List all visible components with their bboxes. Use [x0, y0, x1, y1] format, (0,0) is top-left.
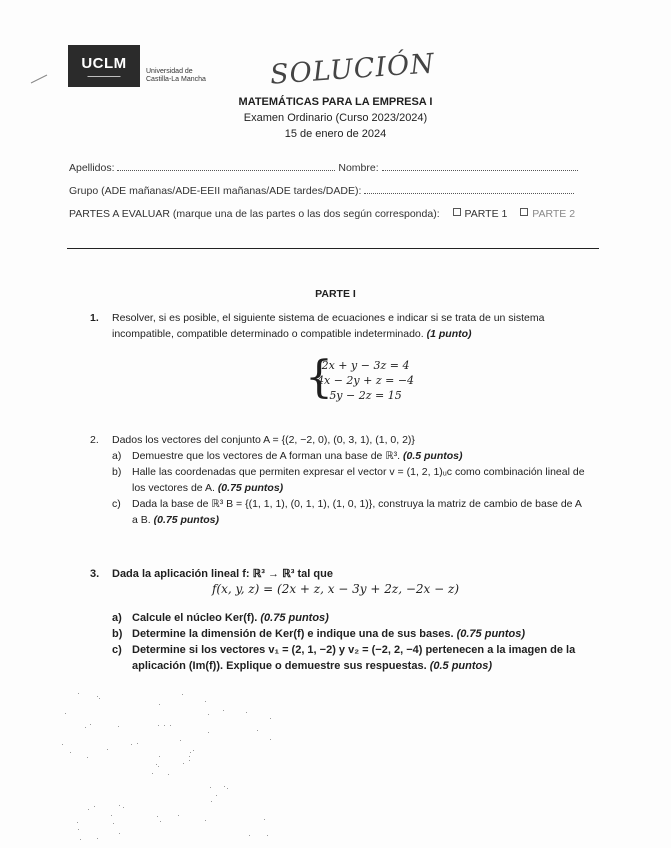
part1-checkbox[interactable] — [453, 208, 461, 216]
scan-speck — [158, 725, 159, 726]
group-label: Grupo (ADE mañanas/ADE-EEII mañanas/ADE tardes/DADE): — [69, 185, 362, 197]
scan-speck — [205, 701, 206, 702]
q2-b-points: (0.75 puntos) — [217, 482, 284, 494]
scan-speck — [270, 718, 271, 719]
scan-speck — [78, 829, 79, 830]
scan-speck — [257, 730, 258, 731]
q2-b-text: Halle las coordenadas que permiten expresar el vector v = (1, 2, 1)ᵤc como combinación lineal de los vectores de A. — [132, 466, 585, 494]
q3-c-letter: c) — [112, 644, 122, 656]
q2-c-letter: c) — [112, 498, 121, 510]
uclm-logo — [68, 45, 140, 87]
scan-speck — [208, 714, 209, 715]
part1-label: PARTE 1 — [464, 208, 508, 220]
q2-c-text: Dada la base de ℝ³ B = {(1, 1, 1), (0, 1, 1), (1, 0, 1)}, construya la matriz de cambio de base de A a B. — [132, 498, 582, 526]
scan-speck — [270, 739, 271, 740]
q3-number: 3. — [90, 568, 100, 580]
scan-speck — [94, 806, 95, 807]
equation-3: 5y − 2z = 15 — [329, 389, 402, 402]
scan-speck — [205, 820, 206, 821]
name-label: Nombre: — [338, 162, 379, 174]
scan-speck — [267, 835, 268, 836]
scan-speck — [152, 773, 153, 774]
surname-label: Apellidos: — [69, 162, 115, 174]
scan-speck — [227, 788, 228, 789]
q3-a-points: (0.75 puntos) — [260, 612, 329, 624]
q3-a-text: Calcule el núcleo Ker(f). — [132, 612, 258, 624]
linear-map: f(x, y, z) = (2x + z, x − 3y + 2z, −2x − z) — [211, 582, 460, 596]
scan-speck — [119, 833, 120, 834]
q2-item-b — [112, 464, 590, 496]
scan-speck — [90, 724, 91, 725]
group-field[interactable] — [364, 183, 574, 194]
scan-speck — [137, 743, 138, 744]
scan-speck — [170, 725, 171, 726]
scan-speck — [249, 835, 250, 836]
name-field[interactable] — [382, 160, 578, 171]
q1-points: (1 punto) — [426, 328, 472, 340]
scan-speck — [210, 787, 211, 788]
q3-b-letter: b) — [112, 628, 123, 640]
scan-speck — [189, 760, 190, 761]
scan-speck — [157, 816, 158, 817]
q3-a-letter: a) — [112, 612, 122, 624]
scan-speck — [183, 763, 184, 764]
scan-speck — [88, 809, 89, 810]
q2-intro: Dados los vectores del conjunto A = {(2, −2, 0), (0, 3, 1), (1, 0, 2)} — [112, 434, 415, 446]
q2-number: 2. — [90, 434, 99, 446]
scan-speck — [159, 756, 160, 757]
scan-speck — [178, 815, 179, 816]
equation-system — [305, 352, 415, 403]
scan-speck — [113, 823, 114, 824]
scan-speck — [107, 749, 108, 750]
scan-speck — [159, 704, 160, 705]
scan-speck — [158, 766, 159, 767]
q3-b-text: Determine la dimensión de Ker(f) e indique una de sus bases. — [132, 628, 454, 640]
logo-text: UCLM — [81, 54, 127, 72]
q1-number: 1. — [90, 312, 99, 324]
course-title: MATEMÁTICAS PARA LA EMPRESA I — [238, 96, 433, 108]
surname-field[interactable] — [117, 160, 335, 171]
scan-speck — [246, 712, 247, 713]
scan-speck — [80, 839, 81, 840]
scan-speck — [62, 744, 63, 745]
q2-item-a — [112, 448, 590, 464]
q2-a-points: (0.5 puntos) — [402, 450, 463, 462]
scan-speck — [189, 756, 190, 757]
group-row — [69, 183, 574, 197]
separator-line — [67, 248, 599, 249]
handwritten-solucion: SOLUCIÓN — [269, 48, 436, 91]
section-title: PARTE I — [315, 288, 356, 300]
q3-b-points: (0.75 puntos) — [456, 628, 526, 640]
scan-speck — [65, 713, 66, 714]
question-3 — [90, 566, 590, 582]
scan-speck — [208, 732, 209, 733]
scan-speck — [168, 774, 169, 775]
scan-speck — [77, 822, 78, 823]
q3-item-c — [112, 642, 590, 674]
part2-checkbox[interactable] — [520, 208, 528, 216]
scan-speck — [223, 710, 224, 711]
scan-speck — [131, 744, 132, 745]
question-3-items — [90, 610, 590, 674]
pen-mark — [30, 74, 50, 84]
scan-speck — [190, 752, 191, 753]
equation-2: 4x − 2y + z = −4 — [317, 374, 415, 387]
q2-c-points: (0.75 puntos) — [153, 514, 219, 526]
university-line-1: Universidad de — [146, 68, 193, 75]
q2-b-letter: b) — [112, 466, 122, 478]
university-line-2: Castilla-La Mancha — [146, 76, 206, 83]
logo-subline: ▬▬▬▬▬▬▬▬▬▬▬ — [87, 73, 121, 78]
q2-item-c — [112, 496, 590, 528]
q3-c-points: (0.5 puntos) — [429, 660, 493, 672]
parts-label: PARTES A EVALUAR (marque una de las partes o las dos según corresponda): — [69, 208, 440, 220]
question-1 — [90, 310, 590, 342]
scan-speck — [156, 764, 157, 765]
q1-text: Resolver, si es posible, el siguiente sistema de ecuaciones e indicar si se trata de un sistema incompatible, compatible determinado o compatible indeterminado. — [112, 312, 545, 340]
q3-item-a — [112, 610, 590, 626]
scan-speck — [97, 838, 98, 839]
scan-speck — [99, 698, 100, 699]
parts-row — [69, 208, 575, 220]
scan-speck — [264, 819, 265, 820]
scan-speck — [111, 815, 112, 816]
exam-name: Examen Ordinario (Curso 2023/2024) — [243, 112, 428, 124]
q2-a-text: Demuestre que los vectores de A forman una base de ℝ³. — [132, 450, 401, 462]
scan-speck — [224, 786, 225, 787]
equation-1: 2x + y − 3z = 4 — [321, 359, 410, 372]
scan-speck — [164, 725, 165, 726]
scan-speck — [87, 757, 88, 758]
scan-speck — [85, 727, 86, 728]
part2-label: PARTE 2 — [532, 208, 576, 220]
system-brace: { — [305, 352, 333, 403]
q3-intro: Dada la aplicación lineal f: ℝ³ → ℝ³ tal que — [112, 568, 333, 580]
scan-speck — [180, 740, 181, 741]
q3-item-b — [112, 626, 590, 642]
q2-a-letter: a) — [112, 450, 122, 462]
scan-speck — [97, 696, 98, 697]
scan-speck — [70, 752, 71, 753]
university-name — [146, 68, 206, 84]
scan-speck — [78, 693, 79, 694]
q3-c-text: Determine si los vectores v₁ = (2, 1, −2) y v₂ = (−2, 2, −4) pertenecen a la imagen de la aplicación (Im(f)). Explique o demuestre sus respuestas. — [132, 644, 576, 672]
scan-speck — [160, 821, 161, 822]
scan-speck — [182, 694, 183, 695]
scan-speck — [216, 795, 217, 796]
scan-speck — [193, 750, 194, 751]
scan-speck — [118, 726, 119, 727]
scan-speck — [119, 805, 120, 806]
scan-speck — [211, 801, 212, 802]
name-row — [69, 160, 578, 174]
scan-speck — [123, 807, 124, 808]
exam-date: 15 de enero de 2024 — [284, 128, 387, 140]
question-2 — [90, 432, 590, 528]
